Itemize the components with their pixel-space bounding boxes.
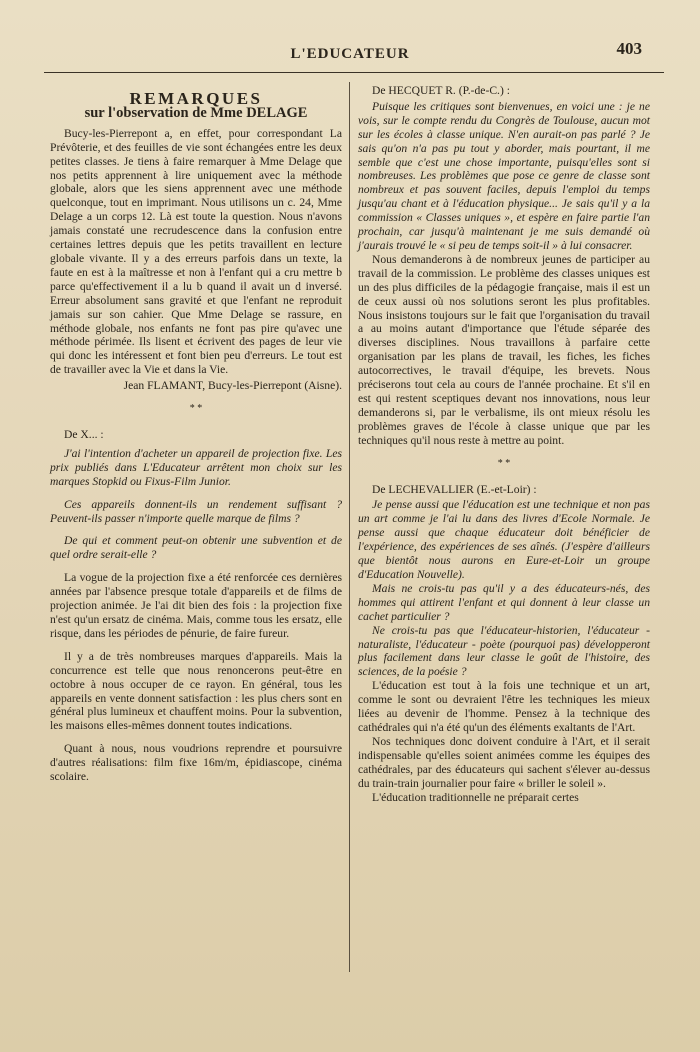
question-paragraph: Mais ne crois-tu pas qu'il y a des éducateurs-nés, des hommes qui attirent l'enfant et qui donnent à leur classe un cachet particulier ? [358, 581, 650, 623]
right-column [358, 84, 650, 804]
journal-title: L'EDUCATEUR [290, 46, 410, 62]
header-rule [44, 72, 664, 73]
signature: Jean FLAMANT, Bucy-les-Pierrepont (Aisne). [123, 379, 342, 393]
letter-from-hecquet: De HECQUET R. (P.-de-C.) : [372, 84, 510, 97]
question-paragraph: De qui et comment peut-on obtenir une subvention et de quel ordre serait-elle ? [50, 534, 342, 562]
article-subtitle: sur l'observation de Mme DELAGE [84, 104, 308, 121]
question-paragraph: Puisque les critiques sont bienvenues, en voici une : je ne vois, sur le compte rendu du Congrès de Toulouse, aucun mot sur les écoles à classe unique. N'en aurait-on pas parlé ? Je sais qu'on n'a pas pu tout y aborder, mais pourtant, il me semble que c'est une chose importante, puisqu'elles sont si nombreuses. Les problèmes que pose ce genre de classe sont nombreux et pas souvent faciles, depuis l'emploi du temps jusqu'au chant et à l'éducation physique... Je sais qu'il y a la commission « Classes uniques », et espère en faire partie l'an prochain, car jusqu'à maintenant je me suis demandé où j'aurais trouvé le « si peu de temps soit-il » à lui consacrer. [358, 99, 650, 252]
answer-paragraph: Il y a de très nombreuses marques d'appareils. Mais la concurrence est telle que nous renoncerons peut-être en octobre à nous occuper de ce rayon. En général, tous les appareils en vente donnent satisfaction : les plus chers sont en général plus lumineux et chauffent moins. Pour la subvention, les maisons elles-mêmes donnent toutes indications. [50, 649, 342, 733]
letter-from-lechevallier: De LECHEVALLIER (E.-et-Loir) : [372, 482, 537, 496]
answer-paragraph: Quant à nous, nous voudrions reprendre et poursuivre d'autres réalisations: film fixe 16m/m, épidiascope, cinéma scolaire. [50, 742, 342, 784]
question-paragraph: Je pense aussi que l'éducation est une technique et non pas un art comme je l'ai lu dans des livres d'Ecole Normale. Je pense aussi que chaque éducateur doit bénéficier de l'expérience, des expériences de ses aînés. (J'espère d'ailleurs que bientôt nous aurons en Eure-et-Loir un groupe d'Education Nouvelle). [358, 498, 650, 581]
question-paragraph: Ces appareils donnent-ils un rendement suffisant ? Peuvent-ils passer n'importe quelle marque de films ? [50, 497, 342, 525]
page-number: 403 [616, 39, 642, 58]
answer-paragraph: La vogue de la projection fixe a été renforcée ces dernières années par l'absence presque totale d'appareils et de films de projection animée. Je l'ai dit bien des fois : la projection fixe n'est qu'un ersatz de cinéma. Mais, comme tous les ersatz, elle risque, dans les périodes de pénurie, de faire fureur. [50, 571, 342, 640]
question-paragraph: J'ai l'intention d'acheter un appareil de projection fixe. Les prix publiés dans L'Educateur arrêtent mon choix sur les marques Stopkid ou Fixus-Film Junior. [50, 446, 342, 488]
letter-from-x: De X... : [64, 428, 104, 442]
answer-paragraph: Nos techniques donc doivent conduire à l'Art, et il serait indispensable qu'elles soient animées comme les équipes des cathédrales, par des éducateurs qui sachent s'élever au-dessus du train-train journalier pour faire « briller le soleil ». [358, 734, 650, 790]
left-column [50, 84, 342, 784]
column-divider [349, 82, 350, 972]
section-separator: * * [497, 457, 511, 469]
answer-paragraph: L'éducation traditionnelle ne préparait certes [372, 790, 579, 804]
question-paragraph: Ne crois-tu pas que l'éducateur-historien, l'éducateur - naturaliste, l'éducateur - poète (pourquoi pas) développeront plus facilement dans leur classe le goût de l'histoire, des sciences, de la poésie ? [358, 623, 650, 679]
section-separator: * * [189, 403, 203, 415]
answer-paragraph: L'éducation est tout à la fois une technique et un art, comme le sont ou devraient l'être les techniques les mieux liées au devenir de l'homme. Pensez à la technique des cathédrales qui n'a été qu'un des éléments exaltants de l'Art. [358, 679, 650, 734]
answer-paragraph: Nous demanderons à de nombreux jeunes de participer au travail de la commission. Le problème des classes uniques est un des plus difficiles de la pédagogie française, mais il est un de ceux aussi où nos solutions seront les plus profitables. Nous insistons toujours sur le fait que l'organisation du travail a au moins autant d'importance que l'étude séparée des diverses disciplines. Nous travaillons à parfaire cette organisation par les plans de travail, les fiches, les fiches autocorrectives, le travail d'équipe, les brevets. Nous préciserons tout cela au cours de l'année prochaine. Et s'il en est qui restent sceptiques devant nos innovations, nous leur demanderons si, par le verbalisme, ils ont mieux résolu les problèmes graves de l'école à classe unique que par les techniques qu'il nous reste à mettre au point. [358, 252, 650, 447]
article-title: REMARQUES [129, 89, 263, 108]
intro-paragraph: Bucy-les-Pierrepont a, en effet, pour correspondant La Prévôterie, et des feuilles de vie sont échangées entre les deux petites classes. Je tiens à faire remarquer à Mme Delage que nos petits apprennent à lire uniquement avec la méthode globale, alors que les siens apprennent avec une méthode quelconque, tout en imprimant. Nous utilisons un c. 24, Mme Delage a un corps 12. Là est toute la question. Nous n'avons jamais constaté une recrudescence dans la confusion entre certaines lettres depuis que les petits travaillent en lecture globale vivante. Il y a des erreurs parfois dans un texte, la faute en est à la maîtresse et non à l'enfant qui a cru mettre b parce qu'effectivement il a lu b quand il avait un d inversé. Erreur absolument sans gravité et que l'enfant ne reproduit jamais sur son cahier. Que Mme Delage se rassure, en méthode globale, nos enfants ne font pas pire qu'avec une méthode périmée. Ils lisent et écrivent des pages de leur vie qui donc les intéressent et font bien peu d'erreurs. Le tout est de travailler avec la Vie et dans la Vie. [50, 126, 342, 377]
